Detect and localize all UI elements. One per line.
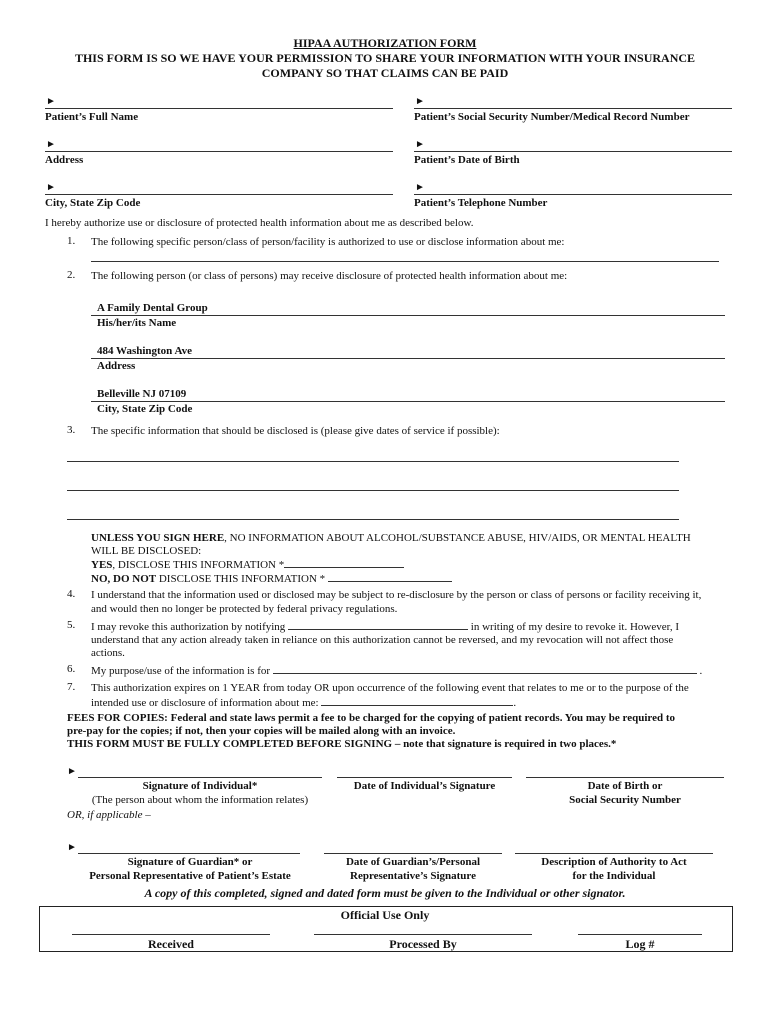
no-label: NO, DO NOT bbox=[91, 573, 157, 585]
log-number-field[interactable] bbox=[578, 934, 702, 935]
individual-note: (The person about whom the information relates) bbox=[91, 794, 309, 806]
arrow-icon: ► bbox=[46, 182, 56, 193]
guardian-date-label-2: Representative’s Signature bbox=[350, 870, 476, 882]
sensitive-info-notice bbox=[91, 531, 691, 545]
patient-address-label: Address bbox=[45, 154, 84, 166]
patient-city-label: City, State Zip Code bbox=[45, 197, 141, 209]
guardian-signature-field[interactable] bbox=[78, 853, 300, 854]
recipient-name-field[interactable] bbox=[91, 315, 725, 316]
item-6-end: . bbox=[699, 665, 703, 677]
received-field[interactable] bbox=[72, 934, 270, 935]
authorization-intro: I hereby authorize use or disclosure of protected health information about me as described below. bbox=[45, 217, 474, 229]
item-7-text-a: This authorization expires on 1 YEAR from today OR upon occurrence of the following event that relates to me or to the purpose of the bbox=[91, 682, 689, 694]
form-title: HIPAA AUTHORIZATION FORM bbox=[293, 36, 477, 50]
item-number: 7. bbox=[67, 681, 76, 693]
processed-by-field[interactable] bbox=[314, 934, 532, 935]
item-number: 6. bbox=[67, 663, 76, 675]
fees-line3: THIS FORM MUST BE FULLY COMPLETED BEFORE SIGNING – note that signature is required in two places.* bbox=[67, 738, 617, 750]
recipient-address-field[interactable] bbox=[91, 358, 725, 359]
item-1-field[interactable] bbox=[91, 261, 719, 262]
or-if-applicable: OR, if applicable – bbox=[67, 809, 151, 821]
item-1-text: The following specific person/class of person/facility is authorized to use or disclose information about me: bbox=[91, 236, 565, 248]
item-3-text: The specific information that should be disclosed is (please give dates of service if possible): bbox=[91, 425, 500, 437]
item-4-text-a: I understand that the information used or disclosed may be subject to re-disclosure by the person or class of persons or facility receiving it, bbox=[91, 589, 702, 601]
official-use-title: Official Use Only bbox=[340, 908, 430, 922]
yes-signature-field[interactable] bbox=[284, 557, 404, 568]
patient-city-field[interactable] bbox=[45, 194, 393, 195]
item-7-row-b bbox=[91, 695, 516, 710]
recipient-name-label: His/her/its Name bbox=[97, 317, 177, 329]
disclose-no-row bbox=[91, 571, 452, 586]
patient-name-field[interactable] bbox=[45, 108, 393, 109]
authority-field[interactable] bbox=[515, 853, 713, 854]
item-7-end: . bbox=[513, 697, 517, 709]
patient-phone-field[interactable] bbox=[414, 194, 732, 195]
item-5-post: in writing of my desire to revoke it. However, I bbox=[470, 621, 679, 633]
item-5-text-c: actions. bbox=[91, 647, 125, 659]
arrow-icon: ► bbox=[46, 139, 56, 150]
sensitive-lead: UNLESS YOU SIGN HERE bbox=[91, 532, 225, 544]
item-4-text-b: and would then no longer be protected by federal privacy regulations. bbox=[91, 603, 398, 615]
item-3-field-2[interactable] bbox=[67, 490, 679, 491]
fees-line1: FEES FOR COPIES: Federal and state laws permit a fee to be charged for the copying of patient records. You may be required to bbox=[67, 712, 676, 724]
item-6-text: My purpose/use of the information is for bbox=[91, 665, 271, 677]
revoke-notify-field[interactable] bbox=[288, 619, 468, 630]
recipient-address-value: 484 Washington Ave bbox=[97, 345, 192, 357]
sensitive-info-line2: WILL BE DISCLOSED: bbox=[91, 545, 202, 557]
patient-phone-label: Patient’s Telephone Number bbox=[414, 197, 548, 209]
item-5-pre: I may revoke this authorization by notifying bbox=[91, 621, 286, 633]
arrow-icon: ► bbox=[46, 96, 56, 107]
item-number: 1. bbox=[67, 235, 76, 247]
item-number: 2. bbox=[67, 269, 76, 281]
arrow-icon: ► bbox=[415, 96, 425, 107]
item-7-text-b: intended use or disclosure of information about me: bbox=[91, 697, 319, 709]
dob-ssn-label-2: Social Security Number bbox=[569, 794, 681, 806]
guardian-date-label-1: Date of Guardian’s/Personal bbox=[345, 856, 481, 868]
individual-dob-field[interactable] bbox=[526, 777, 724, 778]
item-3-field-3[interactable] bbox=[67, 519, 679, 520]
arrow-icon: ► bbox=[67, 766, 77, 777]
authority-label-2: for the Individual bbox=[572, 870, 656, 882]
patient-dob-label: Patient’s Date of Birth bbox=[414, 154, 520, 166]
form-subtitle-line2: COMPANY SO THAT CLAIMS CAN BE PAID bbox=[261, 66, 509, 80]
no-signature-field[interactable] bbox=[328, 571, 452, 582]
yes-label: YES bbox=[91, 559, 113, 571]
item-number: 3. bbox=[67, 424, 76, 436]
recipient-city-value: Belleville NJ 07109 bbox=[97, 388, 187, 400]
recipient-address-label: Address bbox=[97, 360, 136, 372]
arrow-icon: ► bbox=[415, 139, 425, 150]
disclose-yes-row bbox=[91, 557, 404, 572]
authority-label-1: Description of Authority to Act bbox=[541, 856, 687, 868]
guardian-date-field[interactable] bbox=[324, 853, 502, 854]
patient-ssn-field[interactable] bbox=[414, 108, 732, 109]
item-6-row bbox=[91, 663, 702, 678]
patient-address-field[interactable] bbox=[45, 151, 393, 152]
recipient-name-value: A Family Dental Group bbox=[97, 302, 208, 314]
form-subtitle-line1: THIS FORM IS SO WE HAVE YOUR PERMISSION TO SHARE YOUR INFORMATION WITH YOUR INSURANCE bbox=[74, 51, 696, 65]
individual-signature-field[interactable] bbox=[78, 777, 322, 778]
recipient-city-field[interactable] bbox=[91, 401, 725, 402]
processed-by-label: Processed By bbox=[389, 937, 457, 951]
no-rest: DISCLOSE THIS INFORMATION * bbox=[156, 573, 328, 585]
purpose-field[interactable] bbox=[273, 663, 697, 674]
patient-name-label: Patient’s Full Name bbox=[45, 111, 139, 123]
individual-signature-label: Signature of Individual* bbox=[142, 780, 258, 792]
arrow-icon: ► bbox=[67, 842, 77, 853]
guardian-signature-label-1: Signature of Guardian* or bbox=[127, 856, 253, 868]
log-number-label: Log # bbox=[625, 937, 655, 951]
guardian-signature-label-2: Personal Representative of Patient’s Estate bbox=[89, 870, 291, 882]
item-number: 4. bbox=[67, 588, 76, 600]
yes-rest: , DISCLOSE THIS INFORMATION * bbox=[112, 559, 285, 571]
patient-ssn-label: Patient’s Social Security Number/Medical Record Number bbox=[414, 111, 690, 123]
sensitive-lead-rest: , NO INFORMATION ABOUT ALCOHOL/SUBSTANCE ABUSE, HIV/AIDS, OR MENTAL HEALTH bbox=[224, 532, 691, 544]
fees-line2: pre-pay for the copies; if not, then your copies will be mailed along with an invoice. bbox=[67, 725, 456, 737]
item-number: 5. bbox=[67, 619, 76, 631]
patient-dob-field[interactable] bbox=[414, 151, 732, 152]
dob-ssn-label-1: Date of Birth or bbox=[587, 780, 663, 792]
item-3-field-1[interactable] bbox=[67, 461, 679, 462]
arrow-icon: ► bbox=[415, 182, 425, 193]
item-5-line1 bbox=[91, 619, 679, 634]
expiry-event-field[interactable] bbox=[321, 695, 513, 706]
received-label: Received bbox=[148, 937, 194, 951]
individual-date-label: Date of Individual’s Signature bbox=[353, 780, 496, 792]
item-5-text-b: understand that any action already taken in reliance on this authorization cannot be reversed, and my revocation will not affect those bbox=[91, 634, 674, 646]
individual-date-field[interactable] bbox=[337, 777, 512, 778]
copy-note: A copy of this completed, signed and dated form must be given to the Individual or other signator. bbox=[144, 886, 626, 900]
recipient-city-label: City, State Zip Code bbox=[97, 403, 193, 415]
item-2-text: The following person (or class of persons) may receive disclosure of protected health information about me: bbox=[91, 270, 568, 282]
